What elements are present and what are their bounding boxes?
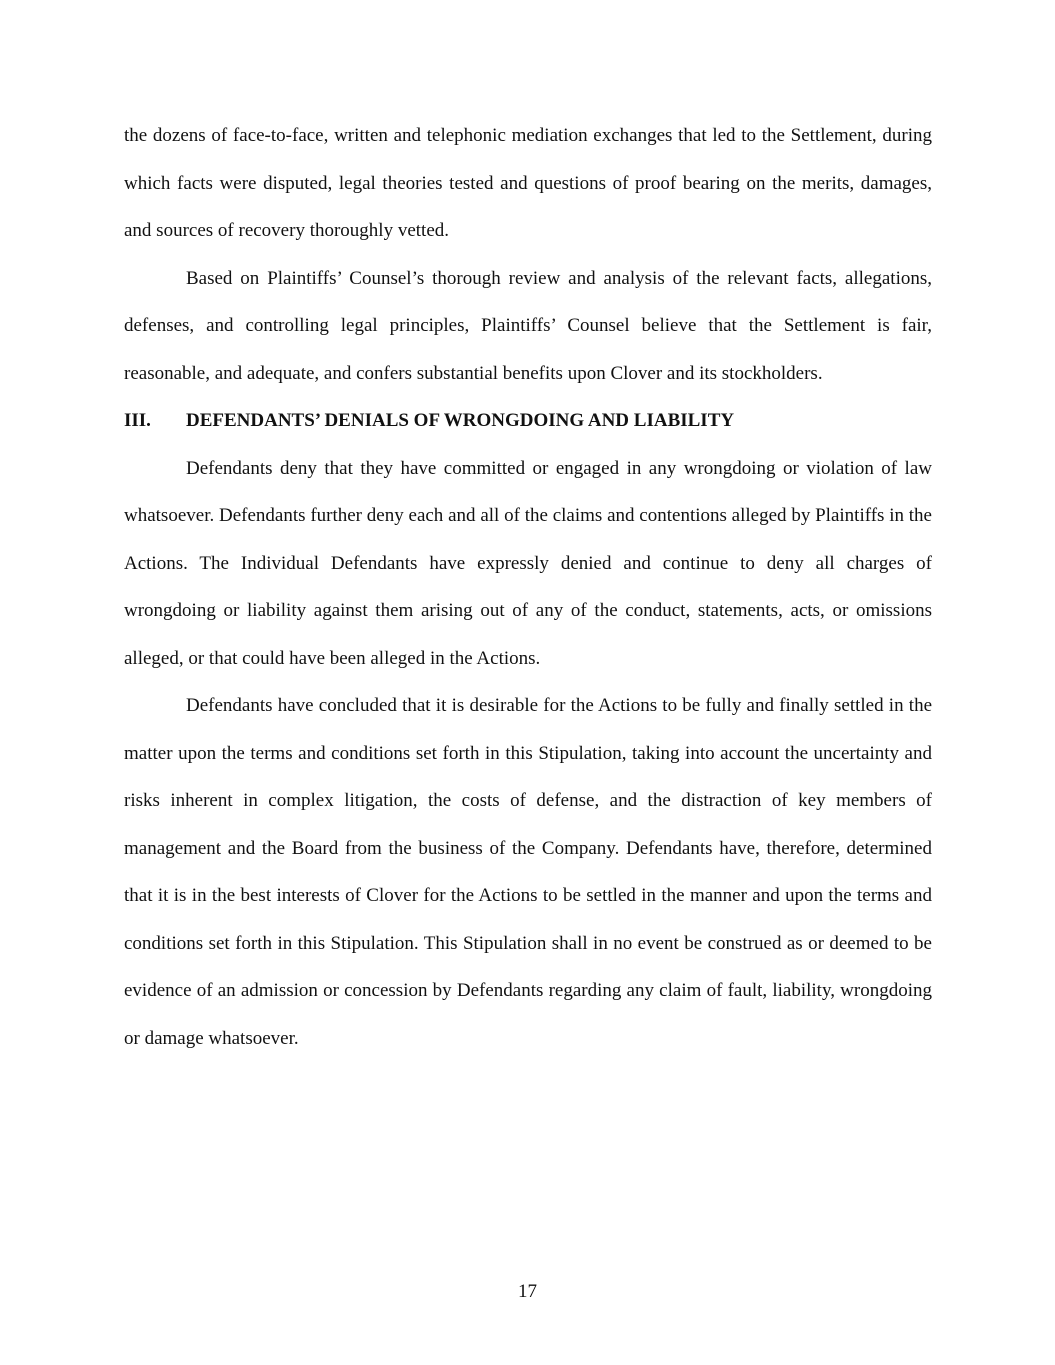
paragraph-defendants-concluded: Defendants have concluded that it is desirable for the Actions to be fully and finally settled in the matter upon the terms and conditions set forth in this Stipulation, taking into account the uncertainty and risks inherent in complex litigation, the costs of defense, and the distraction of key members of management and the Board from the business of the Company. Defendants have, therefore, determined that it is in the best interests of Clover for the Actions to be settled in the manner and upon the terms and conditions set forth in this Stipulation. This Stipulation shall in no event be construed as or deemed to be evidence of an admission or concession by Defendants regarding any claim of fault, liability, wrongdoing or damage whatsoever. [124,695,932,1049]
document-page [124,112,932,1062]
paragraph-continuation: the dozens of face-to-face, written and telephonic mediation exchanges that led to the Settlement, during which facts were disputed, legal theories tested and questions of proof bearing on the merits, damages, and sources of recovery thoroughly vetted. [124,125,932,241]
section-title: DEFENDANTS’ DENIALS OF WRONGDOING AND LIABILITY [186,410,735,431]
section-number: III. [124,410,151,431]
section-heading [124,397,932,445]
page-number: 17 [518,1281,537,1302]
paragraph-counsel-review: Based on Plaintiffs’ Counsel’s thorough review and analysis of the relevant facts, allegations, defenses, and controlling legal principles, Plaintiffs’ Counsel believe that the Settlement is fair, reasonable, and adequate, and confers substantial benefits upon Clover and its stockholders. [124,267,932,384]
paragraph-defendants-deny: Defendants deny that they have committed or engaged in any wrongdoing or violation of law whatsoever. Defendants further deny each and all of the claims and contentions alleged by Plaintiffs in the Actions. The Individual Defendants have expressly denied and continue to deny all charges of wrongdoing or liability against them arising out of any of the conduct, statements, acts, or omissions alleged, or that could have been alleged in the Actions. [124,457,932,669]
